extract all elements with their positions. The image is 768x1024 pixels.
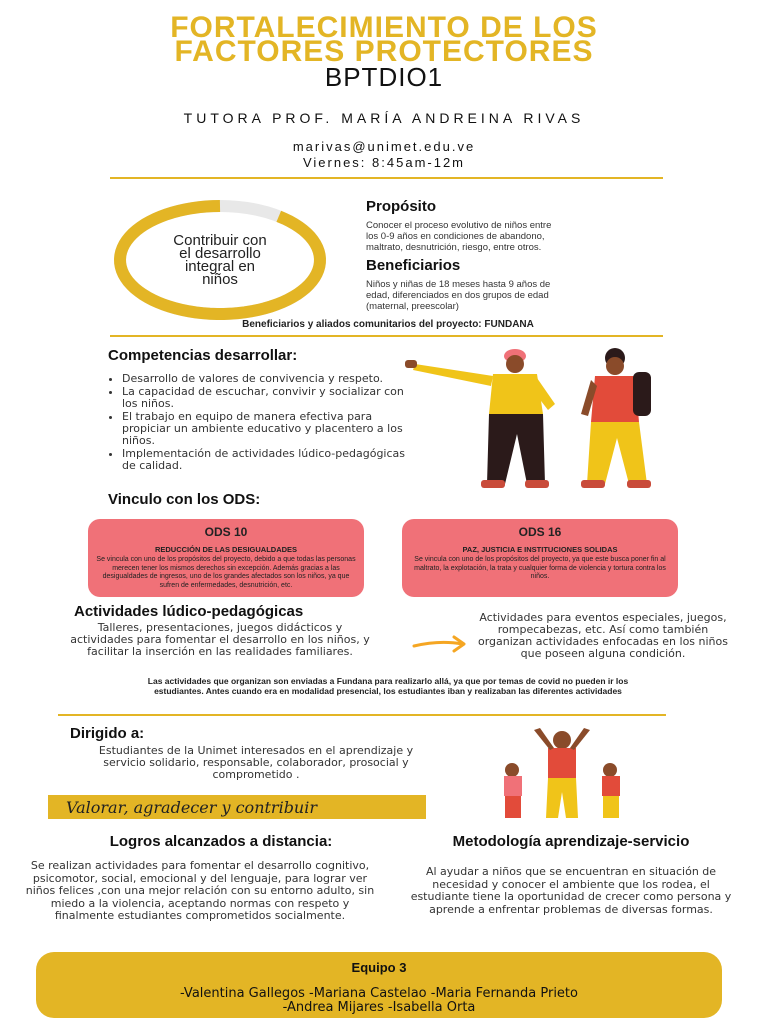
competencia-item: • Desarrollo de valores de convivencia y respeto. bbox=[122, 373, 406, 385]
actividades-right: Actividades para eventos especiales, juegos, rompecabezas, etc. Así como también organizan actividades enfocadas en los niños que poseen alguna condición. bbox=[477, 611, 728, 660]
dirigido-text: Estudiantes de la Unimet interesados en el aprendizaje y servicio solidario, responsable, colaborador, prosocial y comprometido . bbox=[98, 744, 414, 781]
metodologia-text: Al ayudar a niños que se encuentran en situación de necesidad y conocer el ambiente que los rodea, el estudiante tiene la oportunidad de crecer como persona y aprende a enfrentar problemas de diversas formas. bbox=[410, 865, 732, 916]
ring-text-line-1: Contribuir con bbox=[173, 232, 267, 249]
actividades-title: Actividades lúdico-pedagógicas bbox=[74, 603, 304, 620]
ods10-desc: Se vincula con uno de los propósitos del proyecto, debido a que todas las personas merecen tener los mismos derechos sin excepción. Además gracias a las desigualdades de ingresos, uno de los grandes afectados son los niños, ya que sufren de enfermedades, desnutrición, etc. bbox=[96, 556, 356, 589]
team-line-2: -Andrea Mijares -Isabella Orta bbox=[282, 1000, 476, 1015]
aliados-text: Beneficiarios y aliados comunitarios del proyecto: FUNDANA bbox=[242, 319, 534, 330]
beneficiarios-line-1: Niños y niñas de 18 meses hasta 9 años de bbox=[366, 279, 551, 290]
ods16-desc: Se vincula con uno de los propósitos del proyecto, ya que este busca poner fin al maltrato, la explotación, la trata y cualquier forma de violencia y tortura contra los niños. bbox=[414, 556, 666, 580]
proposito-line-1: Conocer el proceso evolutivo de niños entre bbox=[366, 220, 552, 231]
schedule: Viernes: 8:45am-12m bbox=[302, 155, 466, 170]
competencias-title: Competencias desarrollar: bbox=[108, 347, 298, 364]
arrow-right-icon bbox=[412, 634, 468, 654]
competencia-item: • El trabajo en equipo de manera efectiva para propiciar un ambiente educativo y placentero a los niños. bbox=[122, 411, 406, 447]
team-box bbox=[36, 952, 722, 1018]
values-banner-text: Valorar, agradecer y contribuir bbox=[66, 798, 317, 817]
ods16-label: ODS 16 bbox=[518, 525, 562, 539]
ods-title: Vinculo con los ODS: bbox=[108, 491, 261, 508]
tutor-email[interactable]: marivas@unimet.edu.ve bbox=[292, 139, 476, 154]
competencia-item: • La capacidad de escuchar, convivir y socializar con los niños. bbox=[122, 386, 406, 410]
logros-title: Logros alcanzados a distancia: bbox=[109, 833, 333, 850]
beneficiarios-line-2: edad, diferenciados en dos grupos de edad bbox=[366, 290, 549, 301]
students-illustration bbox=[405, 344, 665, 492]
ring-text bbox=[140, 234, 300, 286]
logros-text: Se realizan actividades para fomentar el desarrollo cognitivo, psicomotor, social, emocional y del lenguaje, para lograr ver niños felices ,con una mejor relación con su entorno adulto, sin miedo a la violencia, aceptando normas con respeto y finalmente estudiantes comprometidos socialmente. bbox=[25, 859, 375, 922]
beneficiarios-title: Beneficiarios bbox=[366, 257, 461, 274]
ods16-subtitle: PAZ, JUSTICIA E INSTITUCIONES SOLIDAS bbox=[462, 545, 618, 554]
proposito-line-2: los 0-9 años en condiciones de abandono, bbox=[366, 231, 545, 242]
actividades-left: Talleres, presentaciones, juegos didácticos y actividades para fomentar el desarrollo en los niños, y facilitar la inserción en las realidades familiares. bbox=[70, 621, 370, 658]
proposito-line-3: maltrato, desnutrición, riesgo, entre otros. bbox=[366, 242, 542, 253]
ods10-subtitle: REDUCCIÓN DE LAS DESIGUALDADES bbox=[154, 545, 298, 554]
dirigido-title: Dirigido a: bbox=[70, 725, 145, 742]
ods16-card bbox=[402, 519, 678, 597]
children-illustration bbox=[492, 726, 632, 822]
metodologia-title: Metodología aprendizaje-servicio bbox=[452, 833, 690, 850]
ring-text-line-3: integral en bbox=[184, 258, 256, 275]
divider bbox=[58, 714, 666, 716]
team-title: Equipo 3 bbox=[351, 960, 407, 975]
proposito-text bbox=[366, 220, 666, 253]
title-line-1: FORTALECIMIENTO DE LOS bbox=[170, 11, 598, 44]
actividades-note: Las actividades que organizan son enviadas a Fundana para realizarlo allá, ya que por temas de covid no pueden ir los estudiantes. Antes cuando era en modalidad presencial, los estudiantes iban y realizaban las diferentes actividades bbox=[147, 676, 629, 696]
divider bbox=[110, 335, 663, 337]
ring-text-line-4: niños bbox=[202, 271, 238, 288]
competencias-list bbox=[106, 373, 406, 473]
divider bbox=[110, 177, 663, 179]
values-banner bbox=[48, 795, 426, 819]
beneficiarios-line-3: (maternal, preescolar) bbox=[366, 301, 459, 312]
competencia-item: • Implementación de actividades lúdico-pedagógicas de calidad. bbox=[122, 448, 406, 472]
ods10-card bbox=[88, 519, 364, 597]
ods10-label: ODS 10 bbox=[204, 525, 248, 539]
team-line-1: -Valentina Gallegos -Mariana Castelao -Maria Fernanda Prieto bbox=[180, 986, 578, 1001]
title-line-2: FACTORES PROTECTORES bbox=[174, 35, 594, 68]
tutor-name: TUTORA PROF. MARÍA ANDREINA RIVAS bbox=[183, 110, 585, 126]
course-code: BPTDIO1 bbox=[324, 62, 444, 92]
proposito-title: Propósito bbox=[366, 198, 436, 215]
beneficiarios-text bbox=[366, 279, 666, 312]
ring-text-line-2: el desarrollo bbox=[179, 245, 261, 262]
